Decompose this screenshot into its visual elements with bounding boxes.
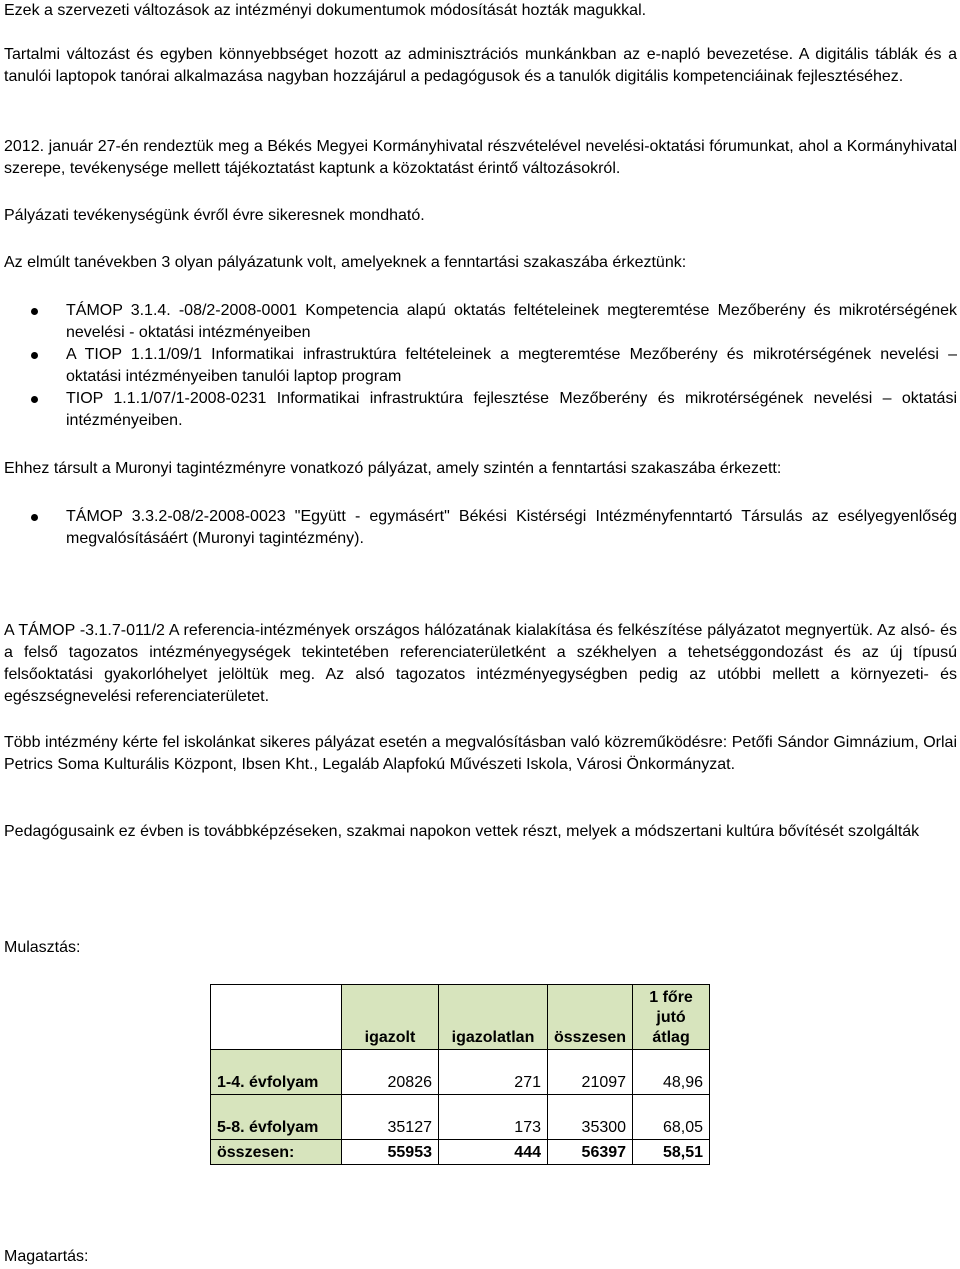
paragraph-org-changes: Ezek a szervezeti változások az intézményi dokumentumok módosítását hozták magukkal.	[4, 2, 647, 19]
bullet-icon	[31, 514, 38, 521]
section-heading-absence: Mulasztás:	[4, 939, 81, 956]
tender-list	[4, 300, 957, 432]
column-header: igazolt	[342, 985, 439, 1050]
table-cell: 20826	[342, 1050, 439, 1095]
column-header: összesen	[548, 985, 633, 1050]
row-label: 1-4. évfolyam	[211, 1050, 342, 1095]
bullet-icon	[31, 352, 38, 359]
absence-table	[210, 984, 710, 1165]
bullet-icon	[31, 308, 38, 315]
paragraph-training: Pedagógusaink ez évben is továbbképzéseken, szakmai napokon vettek részt, melyek a módszertani kultúra bővítését szolgálták	[4, 823, 920, 840]
muronyi-tender-list	[4, 506, 957, 550]
column-header: 1 főre jutó átlag	[633, 985, 710, 1050]
table-cell: 56397	[548, 1140, 633, 1165]
table-cell: 48,96	[633, 1050, 710, 1095]
paragraph-reference-institution: A TÁMOP -3.1.7-011/2 A referencia-intézmények országos hálózatának kialakítása és felkészítése pályázatot megnyertük. Az alsó- és a felső tagozatos intézményegységek tekintetében referenciaterületként a székhelyen a tehetséggondozást és az új típusú felsőoktatási gyakorlóhelyet jelöltük meg. Az alsó tagozatos intézményegységben pedig az utóbbi mellett a környezeti- és egészségnevelési referenciaterületet.	[4, 622, 957, 705]
list-item: A TIOP 1.1.1/09/1 Informatikai infrastruktúra feltételeinek a megteremtése Mezőberény és mikrotérségének nevelési – oktatási intézményeiben tanulói laptop program	[4, 344, 957, 388]
table-row	[211, 1095, 710, 1140]
table-cell: 55953	[342, 1140, 439, 1165]
column-header: igazolatlan	[439, 985, 548, 1050]
row-label: összesen:	[211, 1140, 342, 1165]
table-cell: 21097	[548, 1050, 633, 1095]
table-cell: 35127	[342, 1095, 439, 1140]
table-row	[211, 1050, 710, 1095]
table-cell: 444	[439, 1140, 548, 1165]
table-cell: 35300	[548, 1095, 633, 1140]
table-corner-cell	[211, 985, 342, 1050]
list-item: TIOP 1.1.1/07/1-2008-0231 Informatikai infrastruktúra fejlesztése Mezőberény és mikrotérségének nevelési – oktatási intézményeiben.	[4, 388, 957, 432]
list-item: TÁMOP 3.3.2-08/2-2008-0023 "Együtt - egymásért" Békési Kistérségi Intézményfenntartó Társulás az esélyegyenlőség megvalósításáért (Muronyi tagintézmény).	[4, 506, 957, 550]
paragraph-tender-success: Pályázati tevékenységünk évről évre sikeresnek mondható.	[4, 207, 425, 224]
section-heading-behaviour: Magatartás:	[4, 1248, 89, 1265]
table-cell: 173	[439, 1095, 548, 1140]
paragraph-forum: 2012. január 27-én rendeztük meg a Békés Megyei Kormányhivatal részvételével nevelési-oktatási fórumunkat, ahol a Kormányhivatal szerepe, tevékenysége mellett tájékoztatást kaptunk a közoktatást érintő változásokról.	[4, 138, 957, 177]
list-item: TÁMOP 3.1.4. -08/2-2008-0001 Kompetencia alapú oktatás feltételeinek megteremtése Mezőberény és mikrotérségének nevelési - oktatási intézményeiben	[4, 300, 957, 344]
table-header-row	[211, 985, 710, 1050]
table-cell: 68,05	[633, 1095, 710, 1140]
table-cell: 58,51	[633, 1140, 710, 1165]
row-label: 5-8. évfolyam	[211, 1095, 342, 1140]
paragraph-muronyi: Ehhez társult a Muronyi tagintézményre vonatkozó pályázat, amely szintén a fenntartási szakaszába érkezett:	[4, 460, 782, 477]
table-cell: 271	[439, 1050, 548, 1095]
paragraph-tender-intro: Az elmúlt tanévekben 3 olyan pályázatunk volt, amelyeknek a fenntartási szakaszába érkeztünk:	[4, 254, 687, 271]
table-total-row	[211, 1140, 710, 1165]
paragraph-e-napló: Tartalmi változást és egyben könnyebbséget hozott az adminisztrációs munkánkban az e-napló bevezetése. A digitális táblák és a tanulói laptopok tanórai alkalmazása nagyban hozzájárul a pedagógusok és a tanulók digitális kompetenciáinak fejlesztéséhez.	[4, 46, 957, 85]
paragraph-cooperation: Több intézmény kérte fel iskolánkat sikeres pályázat esetén a megvalósításban való közreműködésre: Petőfi Sándor Gimnázium, Orlai Petrics Soma Kulturális Központ, Ibsen Kht., Legaláb Alapfokú Művészeti Iskola, Városi Önkormányzat.	[4, 734, 957, 773]
bullet-icon	[31, 396, 38, 403]
